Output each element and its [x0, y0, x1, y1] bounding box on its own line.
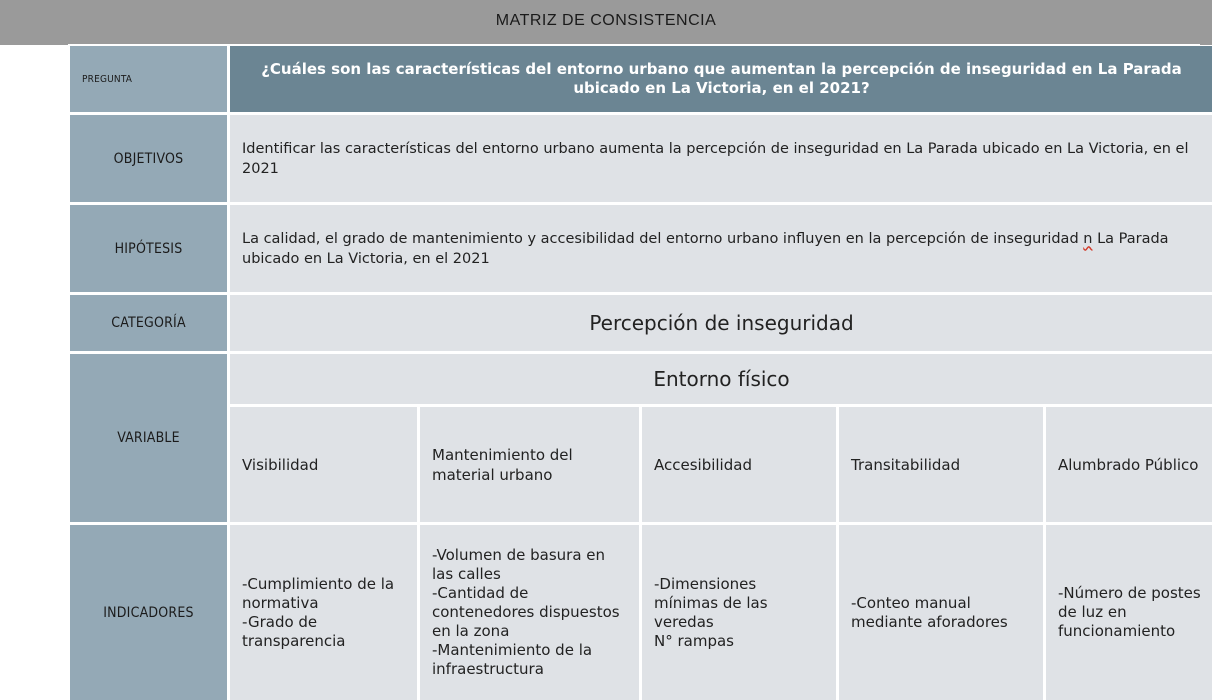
title-bar [0, 0, 1212, 45]
variable-accesibilidad: Accesibilidad [642, 407, 836, 522]
variable-mantenimiento: Mantenimiento del material urbano [420, 407, 639, 522]
indicator-visibilidad: -Cumplimiento de la normativa -Grado de transparencia [230, 525, 417, 700]
consistency-matrix-table [68, 44, 1200, 692]
hypothesis-text-part: La calidad, el grado de mantenimiento y accesibilidad del entorno urbano influyen en la percepción de inseguridad [242, 230, 1084, 247]
variable-heading: Entorno físico [230, 354, 1212, 404]
research-question: ¿Cuáles son las características del entorno urbano que aumentan la percepción de inseguridad en La Parada ubicado en La Victoria, en el 2021? [230, 46, 1212, 112]
category-value: Percepción de inseguridad [230, 295, 1212, 351]
label-indicadores: INDICADORES [70, 525, 227, 700]
indicator-alumbrado: -Número de postes de luz en funcionamiento [1046, 525, 1212, 700]
page-title: MATRIZ DE CONSISTENCIA [495, 12, 717, 29]
hypothesis-text-part: La Parada ubicado en La Victoria, en el 2021 [242, 230, 1169, 267]
label-variable: VARIABLE [70, 354, 227, 522]
label-categoria: CATEGORÍA [70, 295, 227, 351]
variable-visibilidad: Visibilidad [230, 407, 417, 522]
variable-alumbrado: Alumbrado Público [1046, 407, 1212, 522]
objective-text: Identificar las características del entorno urbano aumenta la percepción de inseguridad en La Parada ubicado en La Victoria, en el 2021 [230, 115, 1212, 202]
label-hipotesis: HIPÓTESIS [70, 205, 227, 292]
label-objetivos: OBJETIVOS [70, 115, 227, 202]
indicator-mantenimiento: -Volumen de basura en las calles -Cantidad de contenedores dispuestos en la zona -Mantenimiento de la infraestructura [420, 525, 639, 700]
spellcheck-flagged-word: n [1083, 230, 1093, 247]
variable-transitabilidad: Transitabilidad [839, 407, 1043, 522]
hypothesis-text [230, 205, 1212, 292]
label-pregunta: PREGUNTA [70, 46, 227, 112]
indicator-transitabilidad: -Conteo manual mediante aforadores [839, 525, 1043, 700]
indicator-accesibilidad: -Dimensiones mínimas de las veredas N° rampas [642, 525, 836, 700]
